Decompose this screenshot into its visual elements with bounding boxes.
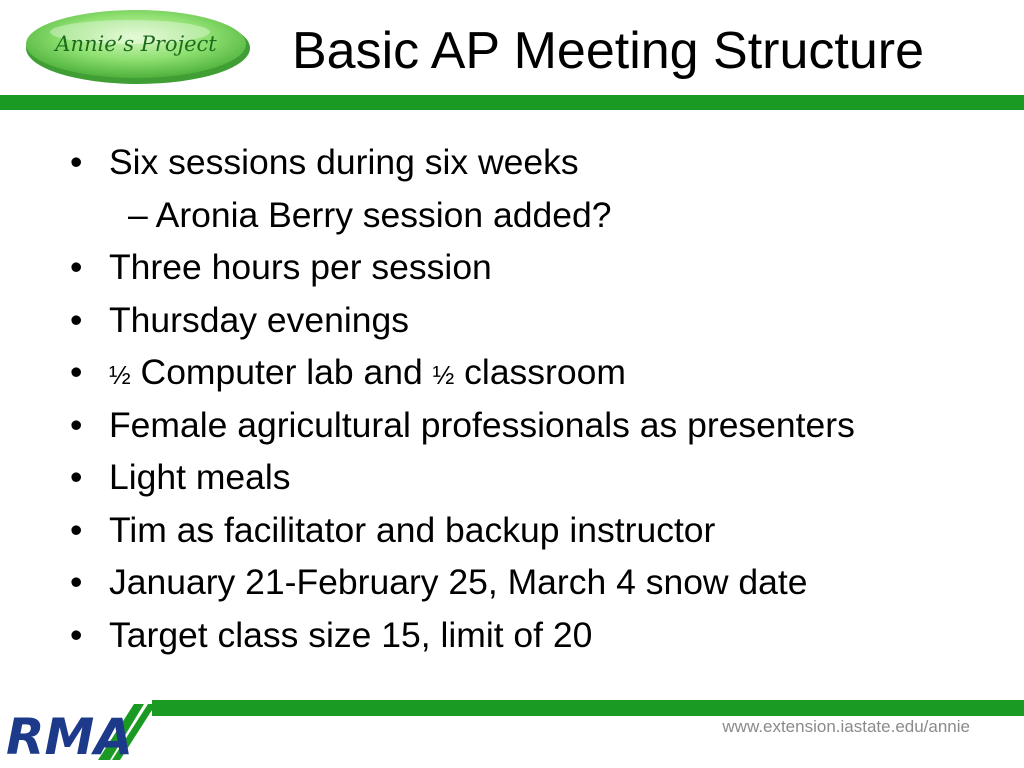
bullet-text: Six sessions during six weeks (109, 142, 579, 182)
bullet-text: Light meals (109, 457, 291, 497)
rma-logo (2, 700, 152, 764)
bullet-dot: • (70, 247, 83, 287)
bullet-text: Target class size 15, limit of 20 (109, 614, 593, 655)
bullet-text: Thursday evenings (109, 299, 409, 340)
slide-title: Basic AP Meeting Structure (292, 22, 925, 80)
sub-bullet-text: – Aronia Berry session added? (128, 194, 612, 235)
list-item (0, 294, 1024, 347)
footer-url: www.extension.iastate.edu/annie (722, 717, 970, 736)
bullet-text: Female agricultural professionals as presenters (109, 404, 855, 445)
bullet-dot: • (70, 299, 83, 340)
logo-text: Annie’s Project (55, 32, 217, 56)
list-item (0, 504, 1024, 557)
rma-logo-text: RMA (6, 708, 133, 764)
bullet-text-part: classroom (454, 352, 626, 392)
bullet-text: Three hours per session (109, 247, 492, 287)
bullet-text (109, 346, 626, 402)
list-item (0, 399, 1024, 452)
bullet-dot: • (70, 509, 83, 550)
list-item (0, 451, 1024, 504)
sub-list-item (0, 189, 1024, 242)
bullet-text: Tim as facilitator and backup instructor (109, 509, 716, 550)
annies-project-logo (20, 6, 252, 86)
list-item (0, 556, 1024, 609)
bullet-dot: • (70, 404, 83, 445)
bullet-dot: • (70, 614, 83, 655)
bullet-list (0, 136, 1024, 661)
bullet-dot: • (70, 352, 83, 392)
top-green-rule (0, 95, 1024, 110)
half-fraction: ½ (432, 360, 455, 390)
half-fraction: ½ (109, 360, 131, 390)
list-item (0, 241, 1024, 294)
bottom-green-rule (150, 700, 1024, 716)
list-item (0, 609, 1024, 662)
list-item (0, 346, 1024, 399)
list-item (0, 136, 1024, 189)
bullet-text: January 21-February 25, March 4 snow date (109, 562, 808, 602)
bullet-text-part: Computer lab and (130, 352, 433, 392)
bullet-dot: • (70, 457, 83, 497)
bullet-dot: • (70, 562, 83, 602)
bullet-dot: • (70, 142, 83, 182)
